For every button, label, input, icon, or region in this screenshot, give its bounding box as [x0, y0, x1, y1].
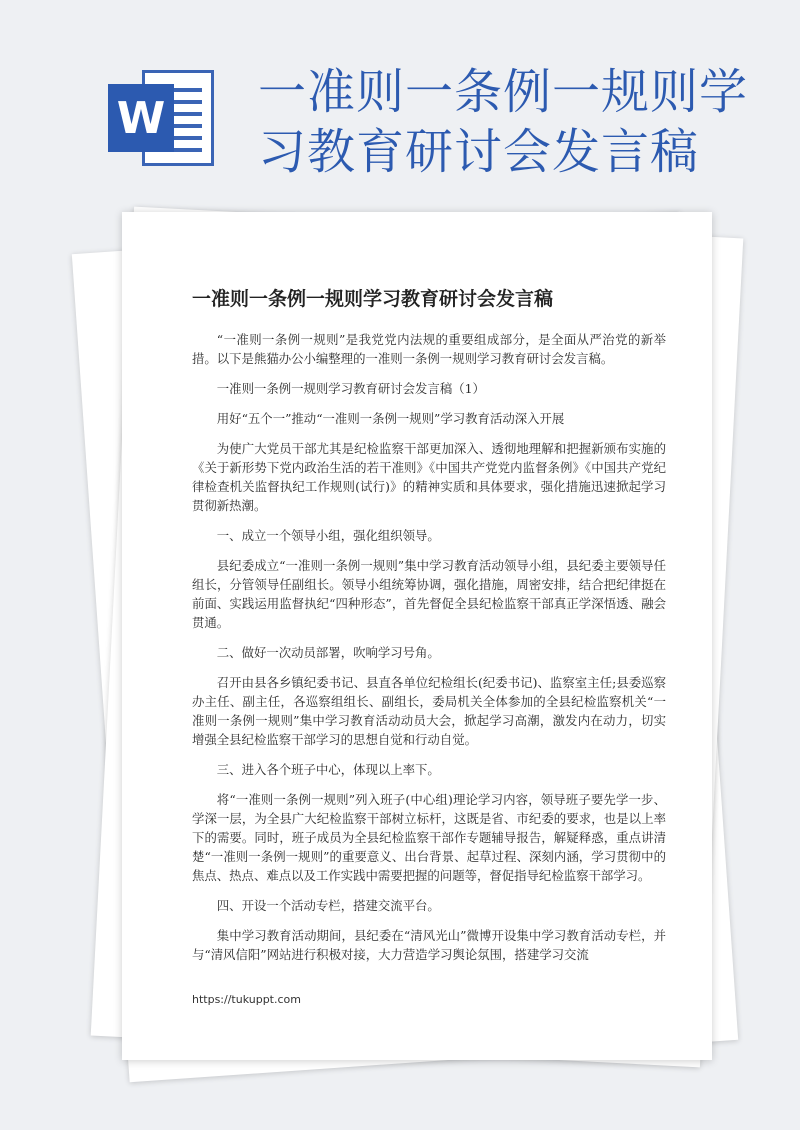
paragraph: 用好“五个一”推动“一准则一条例一规则”学习教育活动深入开展: [216, 411, 565, 426]
word-icon-letter: W: [108, 84, 174, 152]
paragraph: 为使广大党员干部尤其是纪检监察干部更加深入、透彻地理解和把握新颁布实施的《关于新形势下党内政治生活的若干准则》《中国共产党党内监督条例》《中国共产党纪律检查机关监督执纪工作规则(试行)》的精神实质和具体要求，强化措施迅速掀起学习贯彻新热潮。: [192, 441, 666, 513]
paragraph: 召开由县各乡镇纪委书记、县直各单位纪检组长(纪委书记)、监察室主任;县委巡察办主任、副主任，各巡察组组长、副组长，委局机关全体参加的全县纪检监察机关“一准则一条例一规则”集中学习教育活动动员大会，掀起学习高潮，激发内在动力，切实增强全县纪检监察干部学习的思想自觉和行动自觉。: [192, 675, 666, 747]
paragraph: 一准则一条例一规则学习教育研讨会发言稿（1）: [216, 381, 485, 396]
banner: [0, 0, 800, 200]
paragraph: 县纪委成立“一准则一条例一规则”集中学习教育活动领导小组，县纪委主要领导任组长，分管领导任副组长。领导小组统筹协调，强化措施，周密安排，结合把纪律挺在前面、实践运用监督执纪“四种形态”，首先督促全县纪检监察干部真正学深悟透、融会贯通。: [192, 558, 666, 630]
paragraph: 四、开设一个活动专栏，搭建交流平台。: [216, 898, 440, 913]
paragraph: 二、做好一次动员部署，吹响学习号角。: [216, 645, 440, 660]
document-title: 一准则一条例一规则学习教育研讨会发言稿: [192, 288, 554, 310]
word-document-icon: [108, 70, 216, 166]
paragraph: 一、成立一个领导小组，强化组织领导。: [216, 528, 440, 543]
footer-url[interactable]: https://tukuppt.com: [192, 993, 301, 1006]
paragraph: “一准则一条例一规则”是我党党内法规的重要组成部分，是全面从严治党的新举措。以下是熊猫办公小编整理的一准则一条例一规则学习教育研讨会发言稿。: [192, 332, 666, 366]
document-body: [192, 330, 666, 975]
banner-title: 一准则一条例一规则学习教育研讨会发言稿: [258, 64, 749, 180]
paragraph: 集中学习教育活动期间，县纪委在“清风光山”微博开设集中学习教育活动专栏，并与“清风信阳”网站进行积极对接，大力营造学习舆论氛围，搭建学习交流: [192, 928, 666, 962]
paragraph: 三、进入各个班子中心，体现以上率下。: [216, 762, 440, 777]
document-page: [122, 212, 712, 1060]
paragraph: 将“一准则一条例一规则”列入班子(中心组)理论学习内容，领导班子要先学一步、学深一层，为全县广大纪检监察干部树立标杆，这既是省、市纪委的要求，也是以上率下的需要。同时，班子成员为全县纪检监察干部作专题辅导报告，解疑释惑，重点讲清楚“一准则一条例一规则”的重要意义、出台背景、起草过程、深刻内涵，学习贯彻中的焦点、热点、难点以及工作实践中需要把握的问题等，督促指导纪检监察干部学习。: [192, 792, 666, 883]
